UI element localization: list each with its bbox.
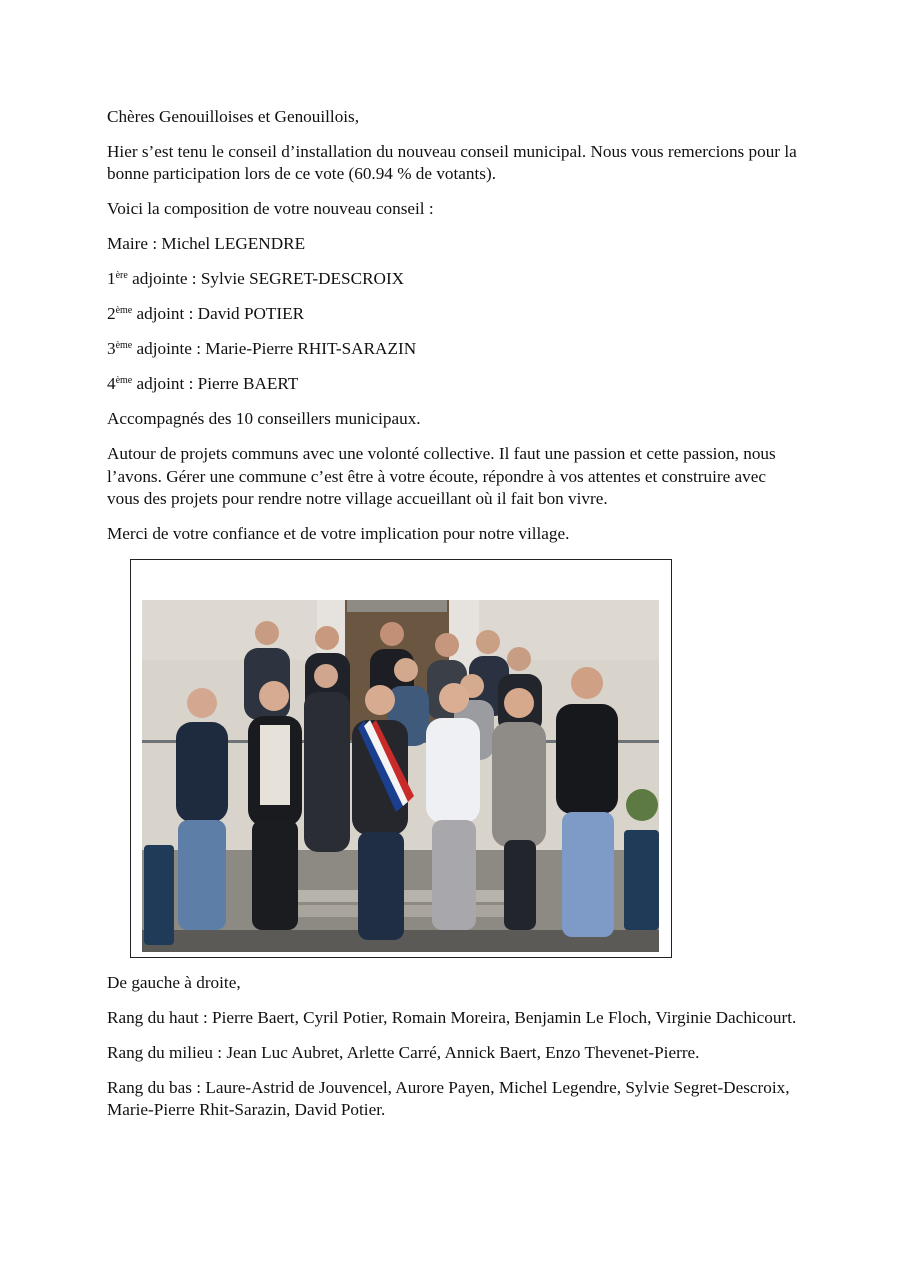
composition-intro: Voici la composition de votre nouveau conseil : [107, 199, 434, 219]
ordinal-suffix: ème [115, 340, 133, 352]
greeting: Chères Genouilloises et Genouillois, [107, 107, 360, 126]
ordinal-number: 1 [107, 269, 116, 289]
caption-bottom-row: Rang du bas : Laure-Astrid de Jouvencel, Aurore Payen, Michel Legendre, Sylvie Segret-Descroix, Marie-Pierre Rhit-Sarazin, David Potier. [107, 1078, 790, 1120]
adjoint-text: adjoint : David POTIER [132, 304, 305, 324]
ordinal-number: 3 [107, 339, 116, 359]
caption-lead: De gauche à droite, [107, 973, 241, 992]
adjoint-text: adjoint : Pierre BAERT [132, 374, 299, 394]
ordinal-suffix: ème [115, 375, 133, 387]
letter-body [107, 106, 797, 558]
ordinal-number: 4 [107, 374, 116, 394]
thanks-line: Merci de votre confiance et de votre implication pour notre village. [107, 524, 570, 544]
mayor-line: Maire : Michel LEGENDRE [107, 234, 306, 254]
adjoint-line [107, 373, 797, 395]
adjoint-text: adjointe : Sylvie SEGRET-DESCROIX [127, 269, 405, 289]
councillors-line: Accompagnés des 10 conseillers municipaux. [107, 409, 421, 429]
group-photo [142, 600, 659, 952]
intro-paragraph: Hier s’est tenu le conseil d’installation du nouveau conseil municipal. Nous vous remercions pour la bonne participation lors de ce vote (60.94 % de votants). [107, 142, 797, 184]
group-photo-illustration [142, 600, 659, 952]
adjoint-line [107, 268, 797, 290]
photo-frame [130, 559, 672, 958]
caption-middle-row: Rang du milieu : Jean Luc Aubret, Arlette Carré, Annick Baert, Enzo Thevenet-Pierre. [107, 1043, 700, 1062]
ordinal-number: 2 [107, 304, 116, 324]
ordinal-suffix: ère [115, 270, 128, 282]
adjoint-text: adjointe : Marie-Pierre RHIT-SARAZIN [132, 339, 417, 359]
caption-top-row: Rang du haut : Pierre Baert, Cyril Potier, Romain Moreira, Benjamin Le Floch, Virginie Dachicourt. [107, 1008, 797, 1027]
ordinal-suffix: ème [115, 305, 133, 317]
adjoint-line [107, 338, 797, 360]
projects-paragraph: Autour de projets communs avec une volonté collective. Il faut une passion et cette passion, nous l’avons. Gérer une commune c’est être à votre écoute, répondre à vos attentes et construire avec vous des projets pour rendre notre village accueillant où il fait bon vivre. [107, 444, 776, 509]
adjoint-line [107, 303, 797, 325]
photo-caption [107, 972, 797, 1134]
